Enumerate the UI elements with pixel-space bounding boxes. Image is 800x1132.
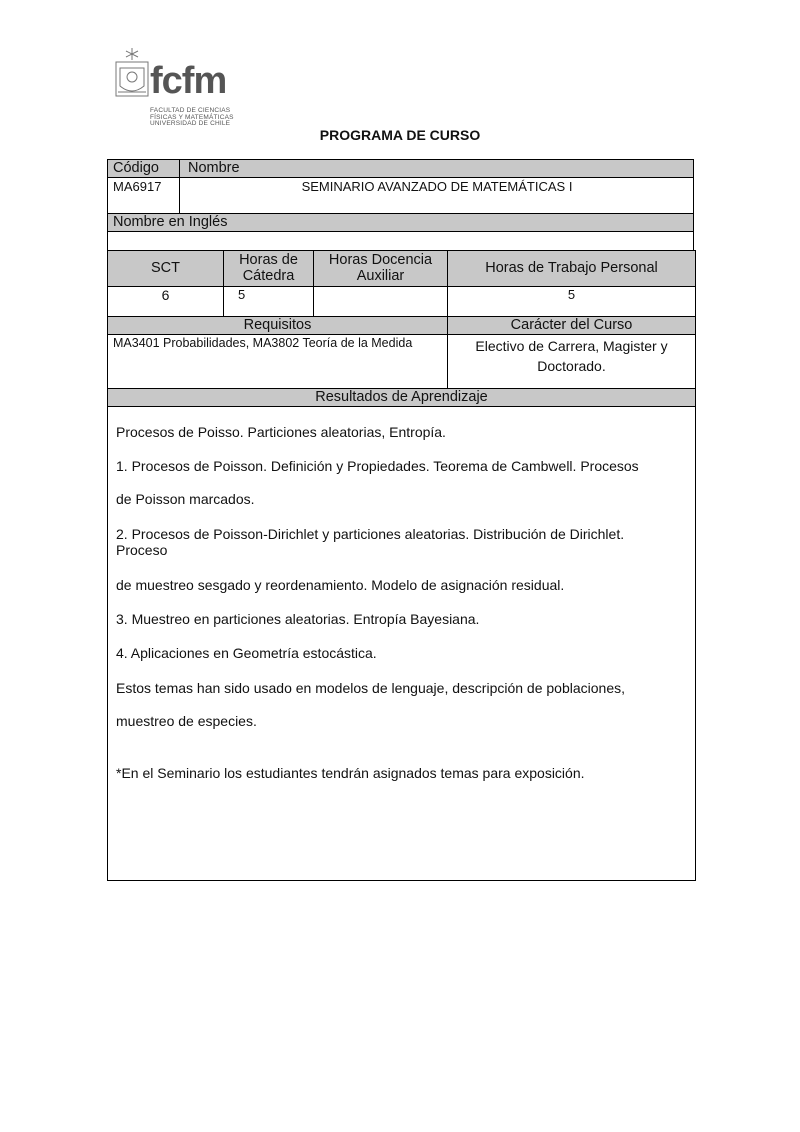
auxiliar-value-cell (313, 286, 448, 317)
logo-wordmark: fcfm (150, 60, 227, 102)
content-line: 1. Procesos de Poisson. Definición y Propiedades. Teorema de Cambwell. Procesos (116, 458, 639, 474)
requisitos-label: Requisitos (243, 317, 312, 333)
personal-label: Horas de Trabajo Personal (485, 260, 658, 276)
logo-sub-line: FÍSICAS Y MATEMÁTICAS (150, 113, 234, 121)
sct-label: SCT (151, 260, 180, 276)
catedra-value-cell (223, 286, 314, 317)
content-line: 3. Muestreo en particiones aleatorias. Entropía Bayesiana. (116, 611, 480, 627)
auxiliar-label-line: Auxiliar (356, 268, 405, 284)
catedra-label-line: Horas de (239, 252, 298, 268)
resultados-label: Resultados de Aprendizaje (315, 389, 488, 405)
content-line: 2. Procesos de Poisson-Dirichlet y particiones aleatorias. Distribución de Dirichlet. (116, 526, 625, 542)
page-title: PROGRAMA DE CURSO (319, 127, 481, 143)
caracter-line: Doctorado. (537, 358, 606, 374)
nombre-label: Nombre (188, 160, 240, 176)
logo-sub-line: UNIVERSIDAD DE CHILE (150, 120, 231, 127)
course-name: SEMINARIO AVANZADO DE MATEMÁTICAS I (301, 179, 573, 194)
sct-value: 6 (161, 287, 170, 303)
course-code: MA6917 (113, 179, 162, 194)
caracter-label: Carácter del Curso (510, 317, 633, 333)
auxiliar-label-line: Horas Docencia (328, 252, 433, 268)
university-seal-icon (112, 46, 152, 102)
catedra-value: 5 (238, 287, 246, 302)
requisitos-value: MA3401 Probabilidades, MA3802 Teoría de la Medida (113, 336, 413, 350)
catedra-label (223, 252, 314, 284)
content-line: Proceso (116, 542, 168, 558)
catedra-label-line: Cátedra (242, 268, 295, 284)
caracter-line: Electivo de Carrera, Magister y (475, 338, 668, 354)
caracter-value (447, 336, 696, 376)
auxiliar-label (313, 252, 448, 284)
codigo-label: Código (113, 160, 159, 176)
content-line: Estos temas han sido usado en modelos de lenguaje, descripción de poblaciones, (116, 680, 625, 696)
content-line: 4. Aplicaciones en Geometría estocástica. (116, 645, 377, 661)
logo-subtitle (150, 108, 234, 128)
english-name-label: Nombre en Inglés (113, 214, 228, 230)
content-line: muestreo de especies. (116, 713, 257, 729)
content-line: Procesos de Poisso. Particiones aleatorias, Entropía. (116, 424, 446, 440)
english-name-value-row (107, 231, 694, 251)
content-line: *En el Seminario los estudiantes tendrán asignados temas para exposición. (116, 765, 585, 781)
personal-value: 5 (567, 287, 576, 302)
resultados-content-box (107, 406, 696, 881)
content-line: de muestreo sesgado y reordenamiento. Modelo de asignación residual. (116, 577, 565, 593)
logo-sub-line: FACULTAD DE CIENCIAS (150, 107, 231, 114)
content-line: de Poisson marcados. (116, 491, 255, 507)
